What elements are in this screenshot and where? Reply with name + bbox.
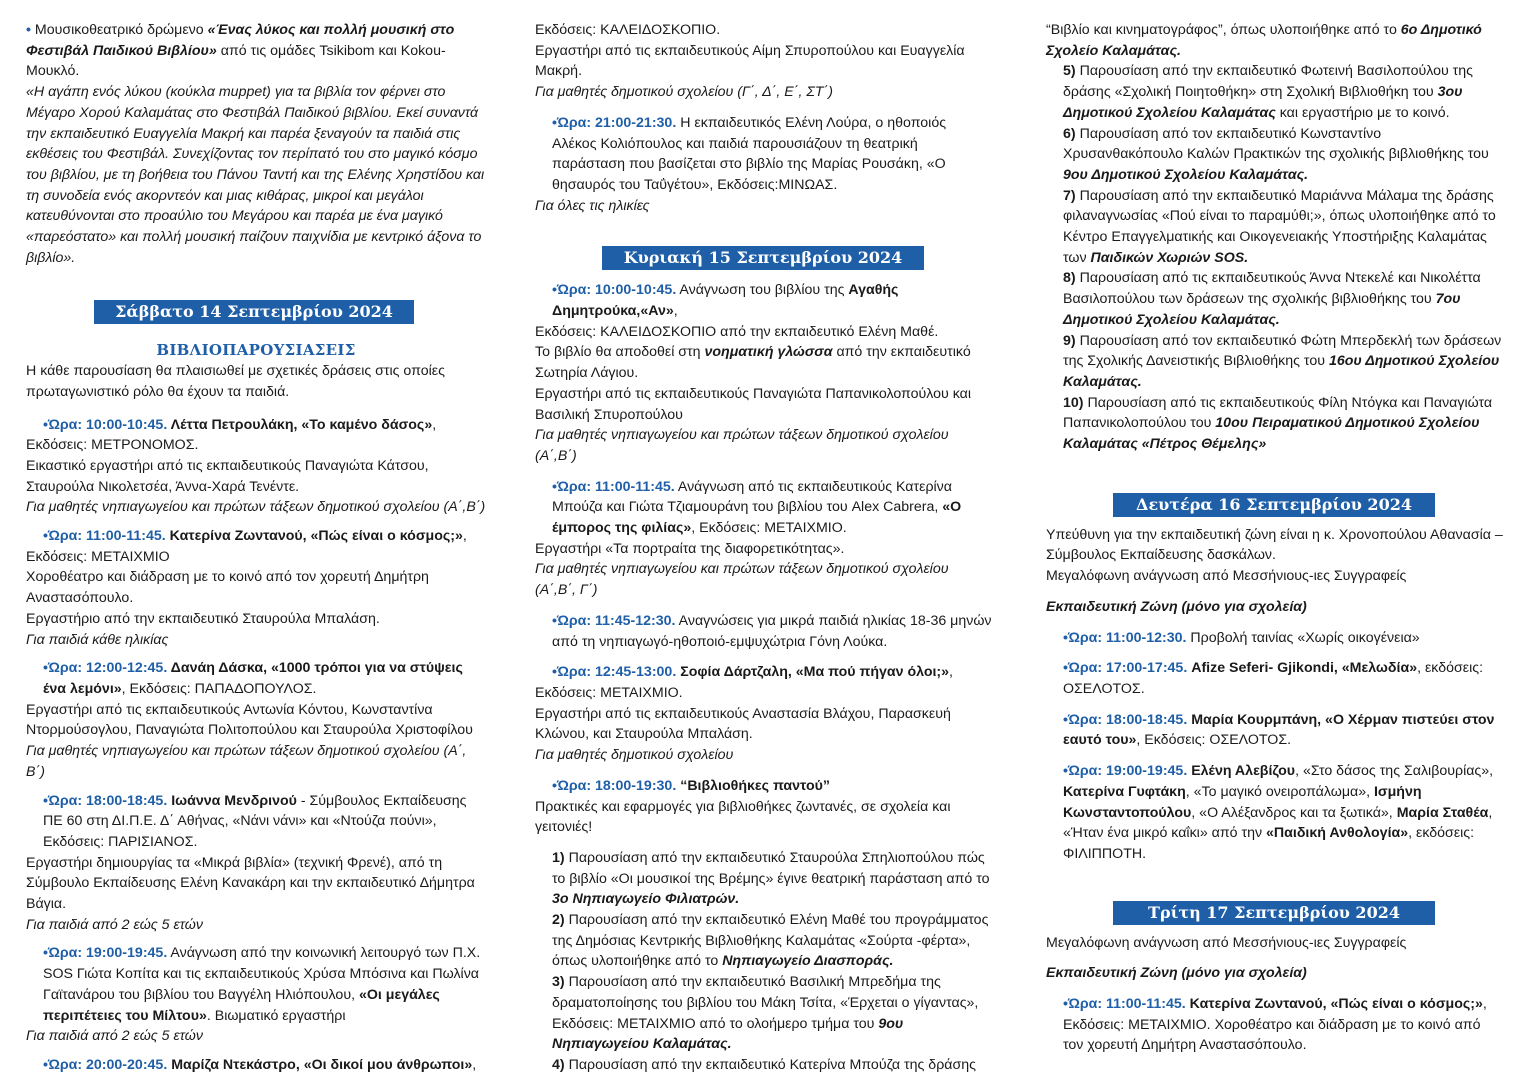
section-intro: Η κάθε παρουσίαση θα πλαισιωθεί με σχετικές δράσεις στις οποίες πρωταγωνιστικό ρόλο θα έχουν τα παιδιά. — [26, 363, 445, 400]
event-sat-5: •Ώρα: 19:00-19:45. Ανάγνωση από την κοινωνική λειτουργό των Π.Χ. SOS Γιώτα Κοπίτα και τις εκπαιδευτικούς Χρύσα Μπόσινα και Πωλίνα Γαϊτανάρου του βιβλίου του Βαγγέλη Ηλιόπουλου, «Οι μεγάλες περιπέτειες του Μίλτου». Βιωματικό εργαστήρι Για παιδιά από 2 εώς 5 ετών — [26, 945, 481, 1045]
intro-performance: • Μουσικοθεατρικό δρώμενο «Ένας λύκος και πολλή μουσική στο Φεστιβάλ Παιδικού Βιβλίου» από τις ομάδες Tsikibom και Kokou-Μουκλό. — [26, 22, 455, 80]
event-sun-3: •Ώρα: 11:45-12:30. Αναγνώσεις για μικρά παιδιά ηλικίας 18-36 μηνών από τη νηπιαγωγό-ηθοποιό-εμψυχώτρια Γόνη Λούκα. — [552, 612, 992, 650]
numbered-item-1: 1) Παρουσίαση από την εκπαιδευτικό Σταυρούλα Σπηλιοπούλου πώς το βιβλίο «Οι μουσικοί της Βρέμης» έγινε θεατρική παράσταση από το 3ο Νηπιαγωγείο Φιλιατρών. — [552, 849, 990, 908]
day-header-tuesday: Τρίτη 17 Σεπτεμβρίου 2024 — [1113, 901, 1435, 925]
monday-intro-2: Μεγαλόφωνη ανάγνωση από Μεσσήνιους-ιες Συγγραφείς — [1046, 568, 1407, 585]
event-tue-1: •Ώρα: 11:00-11:45. Κατερίνα Ζωντανού, «Πώς είναι ο κόσμος;», Εκδόσεις: ΜΕΤΑΙΧΜΙΟ. Χοροθέατρο και διάδραση με το κοινό από τον χορευτή Δημήτρη Αναστασόπουλο. — [1063, 996, 1487, 1054]
numbered-item-6: 6) Παρουσίαση από τον εκπαιδευτικό Κωνσταντίνο Χρυσανθακόπουλο Καλών Πρακτικών της σχολικής βιβλιοθήκης του 9ου Δημοτικού Σχολείου Καλαμάτας. — [1063, 125, 1489, 183]
event-mon-3: •Ώρα: 18:00-18:45. Μαρία Κουρμπάνη, «Ο Χέρμαν πιστεύει στον εαυτό του», Εκδόσεις: ΟΣΕΛΟΤΟΣ. — [1063, 711, 1495, 749]
event-sat-6-cont: Εκδόσεις: ΚΑΛΕΙΔΟΣΚΟΠΙΟ. Εργαστήρι από τις εκπαιδευτικούς Αίμη Σπυροπούλου και Ευαγγελία Μακρή. Για μαθητές δημοτικού σχολείου (Γ΄, Δ΄, Ε΄, ΣΤ΄) — [535, 22, 965, 101]
event-sat-6: •Ώρα: 20:00-20:45. Μαρίζα Ντεκάστρο, «Οι δικοί μου άνθρωποι», — [43, 1056, 477, 1073]
bullet-icon: • — [1063, 996, 1068, 1013]
event-sat-2: •Ώρα: 11:00-11:45. Κατερίνα Ζωντανού, «Πώς είναι ο κόσμος;», Εκδόσεις: ΜΕΤΑΙΧΜΙΟ Χοροθέατρο και διάδραση με το κοινό από τον χορευτή Δημήτρη Αναστασόπουλο. Εργαστήριο από την εκπαιδευτικό Σταυρούλα Μπαλάση. Για παιδιά κάθε ηλικίας — [26, 528, 467, 648]
event-mon-2: •Ώρα: 17:00-17:45. Afize Seferi- Gjikondi, «Μελωδία», εκδόσεις: ΟΣΕΛΟΤΟΣ. — [1063, 660, 1484, 697]
event-sat-3: •Ώρα: 12:00-12:45. Δανάη Δάσκα, «1000 τρόποι για να στύψεις ένα λεμόνι», Εκδόσεις: ΠΑΠΑΔΟΠΟΥΛΟΣ. Εργαστήρι από τις εκπαιδευτικούς Αντωνία Κόντου, Κωνσταντίνα Ντορμούσογλου, Παναγιώτα Πολιτοπούλου και Σταυρούλα Χριστοφίλου Για μαθητές νηπιαγωγείου και πρώτων τάξεων δημοτικού σχολείου (Α΄, Β΄) — [26, 660, 473, 780]
event-sat-4: •Ώρα: 18:00-18:45. Ιωάννα Μενδρινού - Σύμβουλος Εκπαίδευσης ΠΕ 60 στη ΔΙ.Π.Ε. Δ΄ Αθήνας, «Νάνι νάνι» και «Ντούζα πούνι», Εκδόσεις: ΠΑΡΙΣΙΑΝΟΣ. Εργαστήρι δημιουργίας τα «Μικρά βιβλία» (τεχνική Φρενέ), από τη Σύμβουλο Εκπαίδευσης Ελένη Κανακάρη και την εκπαιδευτικό Δήμητρα Βάγια. Για παιδιά από 2 εώς 5 ετών — [26, 792, 475, 933]
bullet-icon: • — [552, 612, 557, 629]
event-sun-5: •Ώρα: 18:00-19:30. “Βιβλιοθήκες παντού” Πρακτικές και εφαρμογές για βιβλιοθήκες ζωντανές, σε σχολεία και γειτονιές! — [535, 777, 951, 836]
bullet-icon: • — [26, 22, 31, 38]
intro-description: «Η αγάπη ενός λύκου (κούκλα muppet) για τα βιβλία τον φέρνει στο Μέγαρο Χορού Καλαμάτας στο Φεστιβάλ Παιδικού βιβλίου. Εκεί συναντά την εκπαιδευτικό Ευαγγελία Μακρή και παρέα ξεναγούν τα παιδιά στις εκθέσεις του Φεστιβάλ. Συνεχίζοντας τον περίπατό του στο μαγικό κόσμο του βιβλίου, με τη βοήθεια του Πάνου Ταντή και της Ελένης Χρηστίδου και τη συνοδεία ενός ακορντεόν και μιας κιθάρας, μικροί και μεγάλοι κατευθύνονται στο προαύλιο του Μεγάρου και παρέα με ένα μαγικό «παρεόστατο» και πολλή μουσική παίζουν παιχνίδια με κεντρικό άξονα το βιβλίο». — [26, 84, 485, 266]
numbered-item-4: 4) Παρουσίαση από την εκπαιδευτικό Κατερίνα Μπούζα της δράσης — [552, 1056, 976, 1073]
tuesday-intro: Μεγαλόφωνη ανάγνωση από Μεσσήνιους-ιες Συγγραφείς — [1046, 934, 1407, 951]
day-header-monday: Δευτέρα 16 Σεπτεμβρίου 2024 — [1113, 493, 1435, 517]
bullet-icon: • — [43, 945, 48, 962]
numbered-item-5: 5) Παρουσίαση από την εκπαιδευτικό Φωτεινή Βασιλοπούλου της δράσης «Σχολική Ποιητοθήκη» στη Σχολική Βιβλιοθήκη του 3ου Δημοτικού Σχολείου Καλαμάτας και εργαστήριο με το κοινό. — [1063, 63, 1474, 121]
bullet-icon: • — [1063, 763, 1068, 780]
event-sun-1: •Ώρα: 10:00-10:45. Ανάγνωση του βιβλίου της Αγαθής Δημητρούκα,«Αν», Εκδόσεις: ΚΑΛΕΙΔΟΣΚΟΠΙΟ από την εκπαιδευτικό Ελένη Μαθέ. Το βιβλίο θα αποδοθεί στη νοηματική γλώσσα από την εκπαιδευτικό Σωτηρία Λάγιου. Εργαστήρι από τις εκπαιδευτικούς Παναγιώτα Παπανικολοπούλου και Βασιλική Σπυροπούλου Για μαθητές νηπιαγωγείου και πρώτων τάξεων δημοτικού σχολείου (Α΄,Β΄) — [535, 282, 972, 464]
day-header-sunday: Κυριακή 15 Σεπτεμβρίου 2024 — [602, 246, 924, 270]
numbered-item-2: 2) Παρουσίαση από την εκπαιδευτικό Ελένη Μαθέ του προγράμματος της Δημόσιας Κεντρικής Βιβλιοθήκης Καλαμάτας «Σούρτα -φέρτα», όπως υλοποιήθηκε από το Νηπιαγωγείο Διασποράς. — [552, 912, 989, 970]
numbered-item-10: 10) Παρουσίαση από τις εκπαιδευτικούς Φίλη Ντόγκα και Παναγιώτα Παπανικολοπούλου του 10ου Πειραματικού Δημοτικού Σχολείου Καλαμάτας «Πέτρος Θέμελης» — [1063, 394, 1493, 453]
bullet-icon: • — [43, 660, 48, 677]
bullet-icon: • — [43, 416, 48, 433]
bullet-icon: • — [43, 1056, 48, 1073]
numbered-item-9: 9) Παρουσίαση από τον εκπαιδευτικό Φώτη Μπερδεκλή των δράσεων της Σχολικής Δανειστικής Βιβλιοθήκης του 16ου Δημοτικού Σχολείου Καλαμάτας. — [1063, 332, 1502, 390]
bullet-icon: • — [552, 282, 557, 299]
column-right — [1046, 20, 1504, 1066]
section-header-book-presentations: ΒΙΒΛΙΟΠΑΡΟΥΣΙΑΣΕΙΣ — [156, 341, 356, 360]
numbered-item-3: 3) Παρουσίαση από την εκπαιδευτικό Βασιλική Μπρεδήμα της δραματοποίησης του βιβλίου του Μάκη Τσίτα, «Έρχεται ο γίγαντας», Εκδόσεις: ΜΕΤΑΙΧΜΙΟ από το ολοήμερο τμήμα του 9ου Νηπιαγωγείου Καλαμάτας. — [552, 974, 979, 1053]
bullet-icon: • — [1063, 660, 1068, 677]
column-middle — [535, 20, 993, 1076]
event-sat-1: •Ώρα: 10:00-10:45. Λέττα Πετρουλάκη, «Το καμένο δάσος», Εκδόσεις: ΜΕΤΡΟΝΟΜΟΣ. Εικαστικό εργαστήρι από τις εκπαιδευτικούς Παναγιώτα Κάτσου, Σταυρούλα Νικολετσέα, Άννα-Χαρά Τενέντε. Για μαθητές νηπιαγωγείου και πρώτων τάξεων δημοτικού σχολείου (Α΄,Β΄) — [26, 416, 486, 516]
bullet-icon: • — [552, 114, 557, 131]
monday-intro-1: Υπεύθυνη για την εκπαιδευτική ζώνη είναι η κ. Χρονοπούλου Αθανασία –Σύμβουλος Εκπαίδευσης δασκάλων. — [1046, 526, 1503, 564]
bullet-icon: • — [552, 777, 557, 794]
bullet-icon: • — [1063, 711, 1068, 728]
numbered-item-8: 8) Παρουσίαση από τις εκπαιδευτικούς Άννα Ντεκελέ και Νικολέττα Βασιλοπούλου των δράσεων της σχολικής βιβλιοθήκης του 7ου Δημοτικού Σχολείου Καλαμάτας. — [1063, 270, 1481, 328]
education-zone-label-tuesday: Εκπαιδευτική Ζώνη (μόνο για σχολεία) — [1046, 965, 1307, 982]
bullet-icon: • — [43, 792, 48, 809]
event-mon-1: •Ώρα: 11:00-12:30. Προβολή ταινίας «Χωρίς οικογένεια» — [1063, 629, 1420, 646]
numbered-item-4-cont: “Βιβλίο και κινηματογράφος”, όπως υλοποιήθηκε από το 6ο Δημοτικό Σχολείο Καλαμάτας. — [1046, 22, 1482, 59]
event-sun-2: •Ώρα: 11:00-11:45. Ανάγνωση από τις εκπαιδευτικούς Κατερίνα Μπούζα και Γιώτα Τζιαμουράνη του βιβλίου του Alex Cabrera, «Ο έμπορος της φιλίας», Εκδόσεις: ΜΕΤΑΙΧΜΙΟ. Εργαστήρι «Τα πορτραίτα της διαφορετικότητας». Για μαθητές νηπιαγωγείου και πρώτων τάξεων δημοτικού σχολείου (Α΄,Β΄, Γ΄) — [535, 478, 962, 599]
day-header-saturday: Σάββατο 14 Σεπτεμβρίου 2024 — [94, 300, 414, 324]
event-sun-4: •Ώρα: 12:45-13:00. Σοφία Δάρτζαλη, «Μα πού πήγαν όλοι;», Εκδόσεις: ΜΕΤΑΙΧΜΙΟ. Εργαστήρι από τις εκπαιδευτικούς Αναστασία Βλάχου, Παρασκευή Κλώνου, και Σταυρούλα Μπαλάση. Για μαθητές δημοτικού σχολείου — [535, 664, 953, 764]
bullet-icon: • — [552, 664, 557, 681]
education-zone-label: Εκπαιδευτική Ζώνη (μόνο για σχολεία) — [1046, 598, 1307, 615]
numbered-item-7: 7) Παρουσίαση από την εκπαιδευτικό Μαριάννα Μάλαμα της δράσης φιλαναγνωσίας «Πού είναι το παραμύθι;», όπως υλοποιήθηκε από το Κέντρο Επαγγελματικής και Οικογενειακής Υποστήριξης Καλαμάτας των Παιδικών Χωριών SOS. — [1063, 187, 1496, 266]
bullet-icon: • — [1063, 629, 1068, 646]
column-left — [26, 20, 486, 1086]
event-sat-evening: •Ώρα: 21:00-21:30. Η εκπαιδευτικός Ελένη Λούρα, ο ηθοποιός Αλέκος Κολιόπουλος και παιδιά παρουσιάζουν τη θεατρική παράσταση που βασίζεται στο βιβλίο της Μαρίας Ρουσάκη, «Ο θησαυρός του Ταΰγέτου», Εκδόσεις:ΜΙΝΩΑΣ. Για όλες τις ηλικίες — [535, 114, 947, 214]
bullet-icon: • — [43, 528, 48, 545]
event-mon-4: •Ώρα: 19:00-19:45. Ελένη Αλεβίζου, «Στο δάσος της Σαλιβουρίας», Κατερίνα Γυφτάκη, «Το μαγικό ονειροπάλωμα», Ισμήνη Κωνσταντοπούλου, «Ο Αλέξανδρος και τα ξωτικά», Μαρία Σταθέα, «Ήταν ένα μικρό καΐκι» από την «Παιδική Ανθολογία», εκδόσεις: ΦΙΛΙΠΠΟΤΗ. — [1063, 763, 1494, 862]
bullet-icon: • — [552, 478, 557, 495]
